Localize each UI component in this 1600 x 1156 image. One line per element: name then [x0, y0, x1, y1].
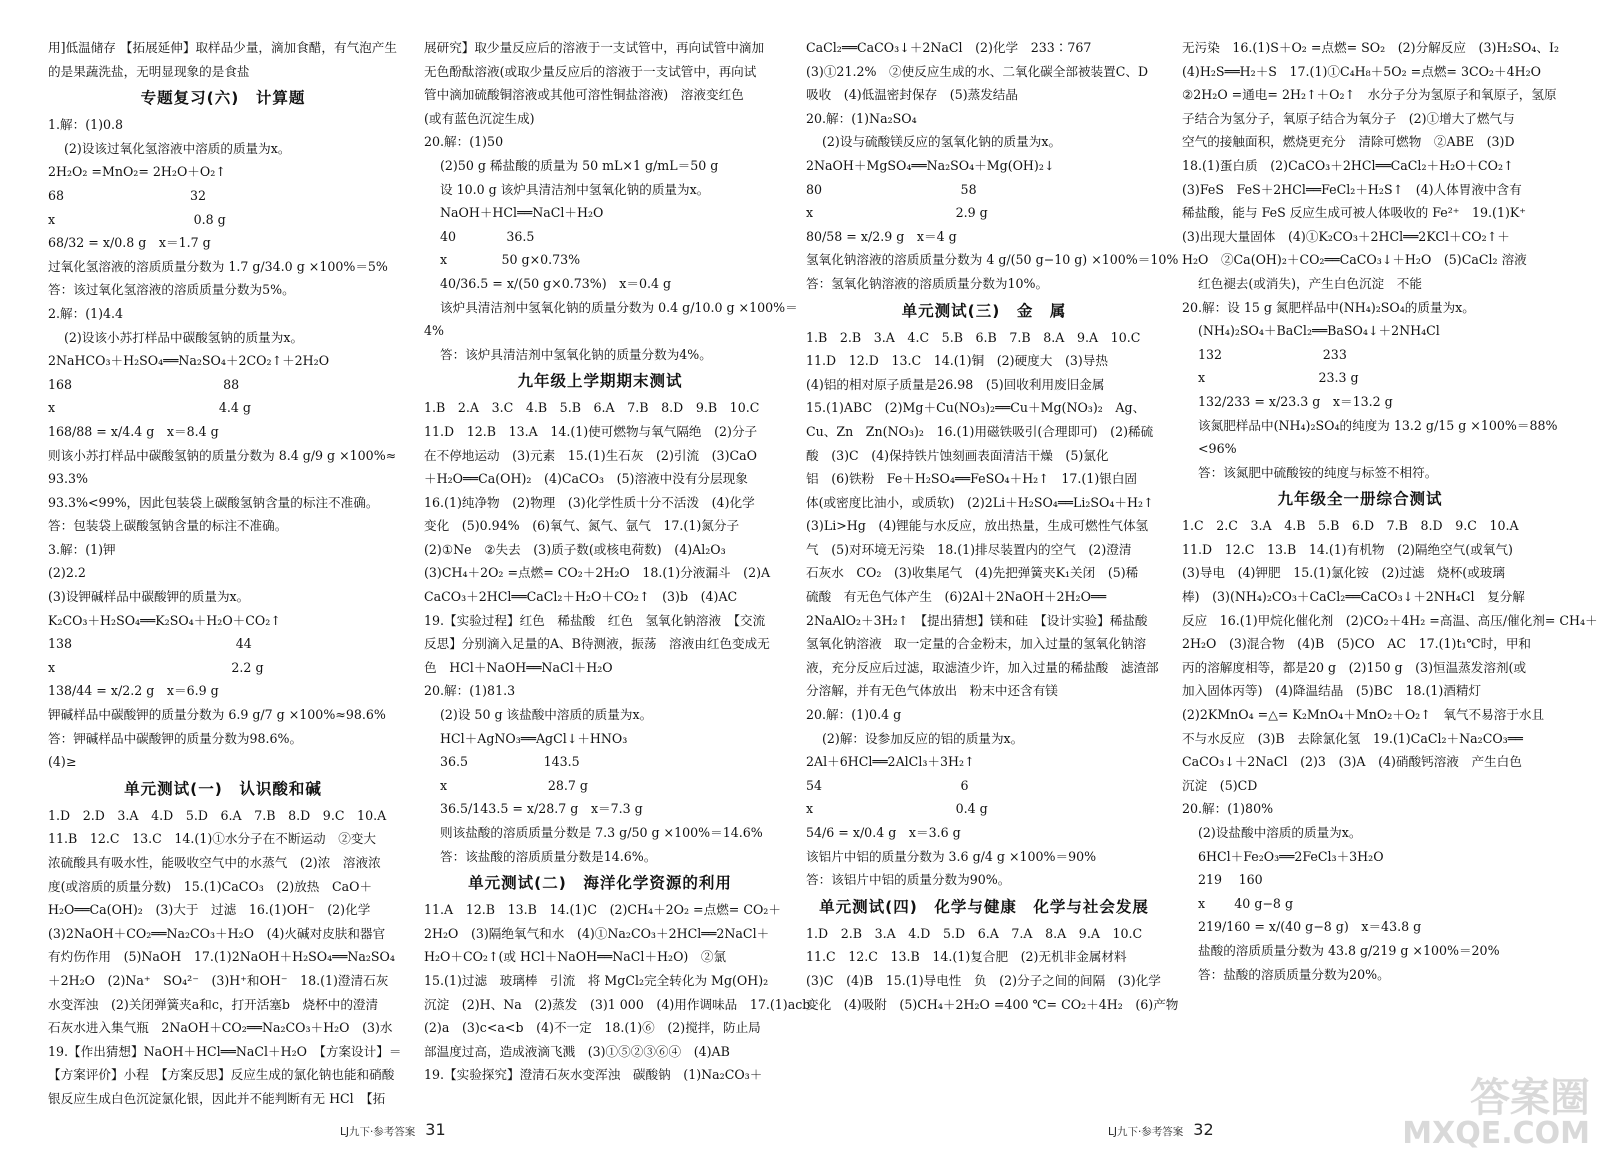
answer-line: 15.(1)过滤 玻璃棒 引流 将 MgCl₂完全转化为 Mg(OH)₂: [424, 972, 769, 988]
answer-line: (3)设钾碱样品中碳酸钾的质量为x。: [48, 589, 250, 605]
answer-line: 空气的接触面积，燃烧更充分 清除可燃物 ②ABE (3)D: [1182, 134, 1515, 150]
answer-line: Cu、Zn Zn(NO₃)₂ 16.(1)用磁铁吸引(合理即可) (2)稀硫: [806, 423, 1154, 439]
answer-line: (3)CH₄＋2O₂ =点燃= CO₂＋2H₂O 18.(1)分液漏斗 (2)A: [424, 565, 771, 581]
answer-line: 该铝片中铝的质量分数为 3.6 g/4 g ×100%＝90%: [806, 848, 1097, 864]
answer-line: 答：氢氧化钠溶液的溶质质量分数为10%。: [806, 275, 1049, 291]
answer-line: 的是果蔬洗盐，无明显现象的是食盐: [48, 63, 250, 79]
answer-line: 68 32: [48, 187, 206, 203]
answer-line: 2H₂O (3)隔绝氧气和水 (4)①Na₂CO₃＋2HCl══2NaCl＋: [424, 925, 770, 941]
answer-line: 色 HCl＋NaOH══NaCl＋H₂O: [424, 659, 613, 675]
answer-line: 酸 (3)C (4)保持铁片蚀刻画表面清洁干燥 (5)氯化: [806, 447, 1109, 463]
column-4: [1182, 36, 1598, 1116]
footer-left-label: LJ九下·参考答案: [340, 1126, 416, 1138]
answer-line: ＋H₂O══Ca(OH)₂ (4)CaCO₃ (5)溶液中没有分层现象: [424, 471, 748, 487]
answer-line: 11.D 12.B 13.A 14.(1)使可燃物与氧气隔绝 (2)分子: [424, 423, 758, 439]
answer-line: x 2.9 g: [806, 205, 988, 221]
answer-line: 36.5 143.5: [440, 754, 580, 770]
answer-line: (2)解：设参加反应的铝的质量为x。: [822, 730, 1024, 746]
answer-line: 68/32 = x/0.8 g x＝1.7 g: [48, 235, 211, 251]
answer-line: 132 233: [1198, 346, 1347, 362]
answer-line: 11.C 12.C 13.B 14.(1)复合肥 (2)无机非金属材料: [806, 949, 1127, 965]
answer-line: 19.【实验探究】澄清石灰水变浑浊 碳酸钠 (1)Na₂CO₃＋: [424, 1067, 763, 1083]
answer-line: 盐酸的溶质质量分数为 43.8 g/219 g ×100%＝20%: [1198, 942, 1500, 958]
answer-line: 展研究】取少量反应后的溶液于一支试管中，再向试管中滴加: [424, 40, 765, 55]
answer-line: 3.解：(1)钾: [48, 541, 116, 557]
answer-line: (2)a (3)c<a<b (4)不一定 18.(1)⑥ (2)搅拌，防止局: [424, 1020, 761, 1036]
answer-line: (3)2NaOH＋CO₂══Na₂CO₃＋H₂O (4)火碱对皮肤和器官: [48, 925, 386, 941]
answer-line: 36.5/143.5 = x/28.7 g x＝7.3 g: [440, 801, 643, 817]
answer-line: x 28.7 g: [440, 777, 588, 793]
answer-line: 168/88 = x/4.4 g x＝8.4 g: [48, 423, 219, 439]
answer-line: 答：该过氧化氢溶液的溶质质量分数为5%。: [48, 282, 295, 298]
column-2: [424, 36, 811, 1116]
answer-line: 19.【实验过程】红色 稀盐酸 红色 氢氧化钠溶液 【交流: [424, 612, 766, 628]
answer-line: 2NaAlO₂＋3H₂↑ 【提出猜想】镁和硅 【设计实验】稀盐酸: [806, 612, 1148, 628]
answer-line: 无污染 16.(1)S＋O₂ =点燃= SO₂ (2)分解反应 (3)H₂SO₄、I₂: [1182, 40, 1560, 55]
answer-line: 1.D 2.D 3.A 4.D 5.D 6.A 7.B 8.D 9.C 10.A: [48, 807, 387, 823]
answer-line: 20.解：(1)0.4 g: [806, 707, 902, 723]
answer-line: 11.D 12.D 13.C 14.(1)铜 (2)硬度大 (3)导热: [806, 353, 1108, 369]
answer-line: (3)出现大量固体 (4)①K₂CO₃＋2HCl══2KCl＋CO₂↑＋: [1182, 228, 1510, 244]
answer-line: 2NaHCO₃＋H₂SO₄══Na₂SO₄＋2CO₂↑＋2H₂O: [48, 353, 330, 369]
answer-line: (2)①Ne ②失去 (3)质子数(或核电荷数) (4)Al₂O₃: [424, 541, 726, 557]
answer-line: 40/36.5 = x/(50 g×0.73%) x＝0.4 g: [440, 275, 672, 291]
answer-line: 铝 (6)铁粉 Fe＋H₂SO₄══FeSO₄＋H₂↑ 17.(1)银白固: [806, 471, 1138, 487]
answer-line: H₂O ②Ca(OH)₂＋CO₂══CaCO₃↓＋H₂O (5)CaCl₂ 溶液: [1182, 252, 1527, 268]
column-1: [48, 36, 402, 1116]
answer-line: 11.D 12.C 13.B 14.(1)有机物 (2)隔绝空气(或氧气): [1182, 541, 1513, 557]
answer-line: 银反应生成白色沉淀氯化银，因此并不能判断有无 HCl 【拓: [48, 1090, 386, 1106]
answer-line: 吸收 (4)低温密封保存 (5)蒸发结晶: [806, 87, 1018, 103]
answer-line: 沉淀 (2)H、Na (2)蒸发 (3)1 000 (4)用作调味品 17.(1)acb: [424, 996, 811, 1012]
answer-line: 液，充分反应后过滤，取滤渣少许，加入过量的稀盐酸 滤渣部: [806, 659, 1159, 675]
answer-line: H₂O══Ca(OH)₂ (3)大于 过滤 16.(1)OH⁻ (2)化学: [48, 902, 371, 918]
footer-right-label: LJ九下·参考答案: [1108, 1126, 1184, 1138]
answer-line: 度(或溶质的质量分数) 15.(1)CaCO₃ (2)放热 CaO＋: [48, 878, 373, 894]
answer-line: 219 160: [1198, 872, 1263, 888]
answer-line: 用]低温储存 【拓展延伸】取样品少量，滴加食醋，有气泡产生: [48, 40, 397, 55]
answer-line: 加入固体丙等) (4)降温结晶 (5)BC 18.(1)酒精灯: [1182, 683, 1482, 699]
answer-line: 4%: [424, 323, 444, 339]
answer-line: 答：钾碱样品中碳酸钾的质量分数为98.6%。: [48, 730, 303, 746]
answer-line: 丙的溶解度相等，都是20 g (2)150 g (3)恒温蒸发溶剂(或: [1182, 659, 1527, 675]
answer-line: 1.解：(1)0.8: [48, 117, 124, 133]
answer-line: 在不停地运动 (3)元素 15.(1)生石灰 (2)引流 (3)CaO: [424, 447, 757, 463]
answer-line: 反思】分别滴入足量的A、B待测液，振荡 溶液由红色变成无: [424, 636, 770, 652]
answer-line: 稀盐酸，能与 FeS 反应生成可被人体吸收的 Fe²⁺ 19.(1)K⁺: [1182, 205, 1526, 221]
answer-line: (2)2.2: [48, 565, 86, 581]
answer-line: 219/160 = x/(40 g−8 g) x＝43.8 g: [1198, 919, 1422, 935]
answer-line: 138 44: [48, 636, 252, 652]
answer-line: 答：包装袋上碳酸氢钠含量的标注不准确。: [48, 518, 288, 534]
answer-line: 93.3%<99%，因此包装袋上碳酸氢钠含量的标注不准确。: [48, 494, 379, 510]
answer-line: 变化 (4)吸附 (5)CH₄＋2H₂O =400 ℃= CO₂＋4H₂ (6)产物: [806, 996, 1179, 1012]
answer-line: CaCO₃＋2HCl══CaCl₂＋H₂O＋CO₂↑ (3)b (4)AC: [424, 589, 738, 605]
answer-line: HCl＋AgNO₃══AgCl↓＋HNO₃: [440, 730, 628, 746]
answer-line: 40 36.5: [440, 228, 535, 244]
watermark-text: 答案圈: [1470, 1075, 1590, 1121]
answer-line: 浓硫酸具有吸水性，能吸收空气中的水蒸气 (2)浓 溶液浓: [48, 855, 381, 870]
answer-line: (2)设与硫酸镁反应的氢氧化钠的质量为x。: [822, 134, 1062, 150]
answer-line: 1.B 2.B 3.A 4.C 5.B 6.B 7.B 8.A 9.A 10.C: [806, 329, 1141, 345]
answer-line: 气 (5)对环境无污染 18.(1)排尽装置内的空气 (2)澄清: [806, 541, 1132, 557]
answer-line: x 23.3 g: [1198, 370, 1359, 386]
section-heading: 单元测试(二) 海洋化学资源的利用: [468, 874, 732, 893]
answer-line: 该氮肥样品中(NH₄)₂SO₄的纯度为 13.2 g/15 g ×100%＝88%: [1198, 417, 1558, 433]
answer-line: 则该小苏打样品中碳酸氢钠的质量分数为 8.4 g/9 g ×100%≈: [48, 447, 397, 463]
answer-line: (2)设盐酸中溶质的质量为x。: [1198, 825, 1362, 840]
answer-line: 石灰水 CO₂ (3)收集尾气 (4)先把弹簧夹K₁关闭 (5)稀: [806, 565, 1139, 581]
answer-line: 20.解：(1)81.3: [424, 683, 516, 699]
answer-line: x 4.4 g: [48, 400, 251, 416]
answer-line: (3)Li>Hg (4)锂能与水反应，放出热量，生成可燃性气体氢: [806, 518, 1149, 534]
answer-line: 93.3%: [48, 471, 89, 487]
answer-line: 20.解：设 15 g 氮肥样品中(NH₄)₂SO₄的质量为x。: [1182, 299, 1475, 315]
section-heading: 单元测试(一) 认识酸和碱: [124, 779, 322, 798]
answer-line: 无色酚酞溶液(或取少量反应后的溶液于一支试管中，再向试: [424, 63, 757, 79]
answer-line: 答：该氮肥中硫酸铵的纯度与标签不相符。: [1198, 464, 1438, 480]
answer-line: 答：盐酸的溶质质量分数为20%。: [1198, 966, 1390, 982]
watermark-logo: [1402, 1075, 1590, 1151]
section-heading: 单元测试(三) 金 属: [901, 301, 1067, 320]
answer-line: 硫酸 有无色气体产生 (6)2Al＋2NaOH＋2H₂O══: [806, 589, 1107, 605]
answer-line: 答：该铝片中铝的质量分数为90%。: [806, 872, 1011, 888]
answer-line: (4)H₂S══H₂＋S 17.(1)①C₄H₈＋5O₂ =点燃= 3CO₂＋4H₂O: [1182, 63, 1541, 79]
answer-line: (3)C (4)B 15.(1)导电性 负 (2)分子之间的间隔 (3)化学: [806, 972, 1161, 988]
answer-line: 2Al＋6HCl══2AlCl₃＋3H₂↑: [806, 754, 975, 770]
column-3: [806, 36, 1179, 1116]
answer-line: 氢氧化钠溶液的溶质质量分数为 4 g/(50 g−10 g) ×100%＝10%: [806, 252, 1179, 268]
answer-line: 答：该炉具清洁剂中氢氧化钠的质量分数为4%。: [440, 346, 712, 362]
answer-line: 80 58: [806, 181, 977, 197]
answer-line: (4)铝的相对原子质量是26.98 (5)回收利用废旧金属: [806, 376, 1105, 392]
answer-line: 氢氧化钠溶液 取一定量的合金粉末，加入过量的氢氧化钠溶: [806, 636, 1147, 652]
answer-line: 54 6: [806, 777, 969, 793]
answer-line: 钾碱样品中碳酸钾的质量分数为 6.9 g/7 g ×100%≈98.6%: [48, 707, 386, 723]
section-heading: 九年级上学期期末测试: [517, 372, 683, 391]
answer-line: 体(或密度比油小，或质软) (2)2Li＋H₂SO₄══Li₂SO₄＋H₂↑: [806, 494, 1154, 510]
answer-line: 子结合为氢分子，氧原子结合为氧分子 (2)①增大了燃气与: [1182, 110, 1515, 126]
section-heading: 九年级全一册综合测试: [1277, 490, 1443, 509]
answer-line: 部温度过高，造成液滴飞溅 (3)①⑤②③⑥④ (4)AB: [424, 1043, 730, 1059]
answer-line: 6HCl＋Fe₂O₃══2FeCl₃＋3H₂O: [1198, 848, 1384, 864]
answer-line: 54/6 = x/0.4 g x＝3.6 g: [806, 825, 961, 840]
footer-right: [1108, 1118, 1214, 1145]
answer-line: x 0.8 g: [48, 211, 226, 227]
answer-line: (4)≥: [48, 754, 77, 770]
answer-line: (2)设 50 g 该盐酸中溶质的质量为x。: [440, 707, 653, 723]
answer-line: (NH₄)₂SO₄＋BaCl₂══BaSO₄↓＋2NH₄Cl: [1198, 323, 1440, 339]
answer-line: 80/58 = x/2.9 g x＝4 g: [806, 228, 957, 244]
answer-line: (3)导电 (4)钾肥 15.(1)氯化铵 (2)过滤 烧杯(或玻璃: [1182, 565, 1505, 581]
answer-line: 石灰水进入集气瓶 2NaOH＋CO₂══Na₂CO₃＋H₂O (3)水: [48, 1020, 393, 1036]
answer-line: 沉淀 (5)CD: [1182, 777, 1258, 793]
answer-line: 138/44 = x/2.2 g x＝6.9 g: [48, 683, 219, 699]
watermark-url: MXQE.COM: [1402, 1116, 1590, 1151]
answer-line: 2.解：(1)4.4: [48, 305, 124, 321]
answer-line: 1.B 2.A 3.C 4.B 5.B 6.A 7.B 8.D 9.B 10.C: [424, 400, 760, 416]
answer-line: 答：该盐酸的溶质质量分数是14.6%。: [440, 848, 657, 864]
answer-line: 【方案评价】小程 【方案反思】反应生成的氯化钠也能和硝酸: [48, 1067, 395, 1083]
answer-line: 不与水反应 (3)B 去除氯化氢 19.(1)CaCl₂＋Na₂CO₃══: [1182, 730, 1523, 746]
answer-line: 132/233 = x/23.3 g x＝13.2 g: [1198, 393, 1393, 409]
page-number-right: 32: [1193, 1120, 1214, 1139]
answer-line: 20.解：(1)Na₂SO₄: [806, 110, 917, 126]
answer-line: H₂O＋CO₂↑(或 HCl＋NaOH══NaCl＋H₂O) ②氯: [424, 949, 727, 965]
answer-line: x 50 g×0.73%: [440, 252, 581, 268]
section-heading: 专题复习(六) 计算题: [140, 89, 306, 108]
answer-line: 该炉具清洁剂中氢氧化钠的质量分数为 0.4 g/10.0 g ×100%＝: [440, 299, 798, 315]
answer-line: (2)设该过氧化氢溶液中溶质的质量为x。: [64, 140, 291, 156]
page-number-left: 31: [425, 1120, 446, 1139]
answer-line: (2)50 g 稀盐酸的质量为 50 mL×1 g/mL＝50 g: [440, 157, 719, 173]
answer-line: x 2.2 g: [48, 659, 264, 675]
answer-line: 20.解：(1)80%: [1182, 801, 1274, 817]
answer-line: 16.(1)纯净物 (2)物理 (3)化学性质十分不活泼 (4)化学: [424, 494, 755, 510]
answer-line: CaCO₃↓＋2NaCl (2)3 (3)A (4)硝酸钙溶液 产生白色: [1182, 754, 1522, 770]
answer-line: 19.【作出猜想】NaOH＋HCl══NaCl＋H₂O 【方案设计】＝: [48, 1043, 402, 1059]
answer-line: NaOH＋HCl══NaCl＋H₂O: [440, 205, 604, 221]
answer-line: x 40 g−8 g: [1198, 895, 1294, 911]
answer-line: 反应 16.(1)甲烷化催化剂 (2)CO₂＋4H₂ =高温、高压/催化剂= CH₄＋: [1182, 612, 1598, 628]
section-heading: 单元测试(四) 化学与健康 化学与社会发展: [819, 897, 1149, 916]
answer-line: (2)2KMnO₄ =△= K₂MnO₄＋MnO₂＋O₂↑ 氧气不易溶于水且: [1182, 707, 1545, 723]
answer-line: x 0.4 g: [806, 801, 988, 817]
answer-line: <96%: [1198, 441, 1237, 457]
answer-line: (或有蓝色沉淀生成): [424, 110, 535, 126]
answer-line: 11.A 12.B 13.B 14.(1)C (2)CH₄＋2O₂ =点燃= CO₂＋: [424, 902, 781, 918]
answer-line: 2H₂O (3)混合物 (4)B (5)CO AC 17.(1)t₁℃时，甲和: [1182, 636, 1532, 652]
answer-line: 水变浑浊 (2)关闭弹簧夹a和c，打开活塞b 烧杯中的澄清: [48, 996, 379, 1012]
answer-line: (3)FeS FeS＋2HCl══FeCl₂＋H₂S↑ (4)人体胃液中含有: [1182, 181, 1522, 197]
answer-line: 管中滴加硫酸铜溶液或其他可溶性铜盐溶液) 溶液变红色: [424, 87, 744, 103]
footer-left: [340, 1118, 446, 1145]
answer-line: 18.(1)蛋白质 (2)CaCO₃＋2HCl══CaCl₂＋H₂O＋CO₂↑: [1182, 157, 1514, 173]
answer-line: 有灼伤作用 (5)NaOH 17.(1)2NaOH＋H₂SO₄══Na₂SO₄: [48, 949, 395, 965]
answer-line: 20.解：(1)50: [424, 134, 504, 150]
answer-line: 设 10.0 g 该炉具清洁剂中氢氧化钠的质量为x。: [440, 181, 710, 197]
answer-line: 棒) (3)(NH₄)₂CO₃＋CaCl₂══CaCO₃↓＋2NH₄Cl 复分解: [1182, 589, 1525, 605]
answer-line: 过氧化氢溶液的溶质质量分数为 1.7 g/34.0 g ×100%＝5%: [48, 258, 388, 274]
answer-line: K₂CO₃＋H₂SO₄══K₂SO₄＋H₂O＋CO₂↑: [48, 612, 281, 628]
answer-line: 变化 (5)0.94% (6)氧气、氮气、氩气 17.(1)氮分子: [424, 518, 740, 534]
answer-line: 2NaOH＋MgSO₄══Na₂SO₄＋Mg(OH)₂↓: [806, 157, 1055, 173]
answer-line: (2)设该小苏打样品中碳酸氢钠的质量为x。: [64, 329, 304, 345]
answer-line: 11.B 12.C 13.C 14.(1)①水分子在不断运动 ②变大: [48, 831, 376, 847]
answer-line: 2H₂O₂ =MnO₂= 2H₂O＋O₂↑: [48, 164, 226, 180]
answer-line: 分溶解，并有无色气体放出 粉末中还含有镁: [806, 683, 1058, 699]
answer-line: ＋2H₂O (2)Na⁺ SO₄²⁻ (3)H⁺和OH⁻ 18.(1)澄清石灰: [48, 972, 389, 988]
answer-line: 则该盐酸的溶质质量分数是 7.3 g/50 g ×100%＝14.6%: [440, 825, 763, 840]
answer-line: 1.C 2.C 3.A 4.B 5.B 6.D 7.B 8.D 9.C 10.A: [1182, 518, 1519, 534]
answer-line: 1.D 2.B 3.A 4.D 5.D 6.A 7.A 8.A 9.A 10.C: [806, 925, 1143, 941]
answer-line: (3)①21.2% ②使反应生成的水、二氧化碳全部被装置C、D: [806, 63, 1149, 79]
answer-line: 红色褪去(或消失)，产生白色沉淀 不能: [1198, 275, 1422, 291]
answer-line: 15.(1)ABC (2)Mg＋Cu(NO₃)₂══Cu＋Mg(NO₃)₂ Ag、: [806, 400, 1146, 416]
answer-line: 168 88: [48, 376, 240, 392]
answer-line: ②2H₂O =通电= 2H₂↑＋O₂↑ 水分子分为氢原子和氧原子，氢原: [1182, 87, 1557, 103]
answer-line: CaCl₂══CaCO₃↓＋2NaCl (2)化学 233∶767: [806, 40, 1092, 55]
